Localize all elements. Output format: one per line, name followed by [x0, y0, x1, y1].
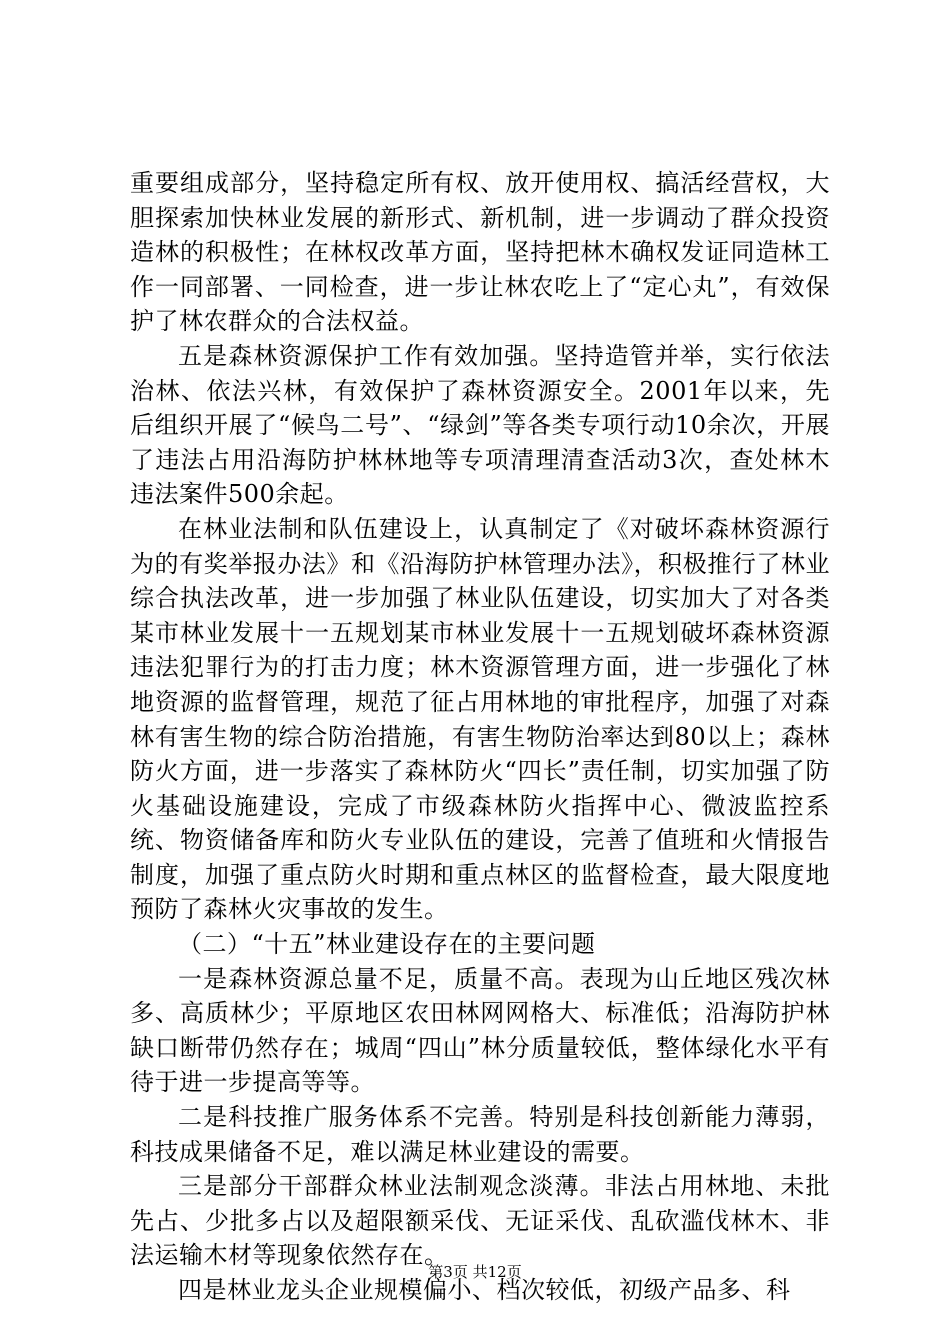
paragraph-problem-three: 三是部分干部群众林业法制观念淡薄。非法占用林地、未批先占、少批多占以及超限额采伐、无证采伐、乱砍滥伐林木、非法运输木材等现象依然存在。 — [130, 1172, 830, 1270]
paragraph-problem-two: 二是科技推广服务体系不完善。特别是科技创新能力薄弱，科技成果储备不足，难以满足林业建设的需要。 — [130, 1103, 830, 1166]
page-number-footer: 第3页 共12页 — [428, 1263, 522, 1281]
paragraph-legal-system: 在林业法制和队伍建设上，认真制定了《对破坏森林资源行为的有奖举报办法》和《沿海防护林管理办法》，积极推行了林业综合执法改革，进一步加强了林业队伍建设，切实加大了对各类某市林业发展十一五规划某市林业发展十一五规划破坏森林资源违法犯罪行为的打击力度；林木资源管理方面，进一步强化了林地资源的监督管理，规范了征占用林地的审批程序，加强了对森林有害生物的综合防治措施，有害生物防治率达到80以上；森林防火方面，进一步落实了森林防火“四长”责任制，切实加强了防火基础设施建设，完成了市级森林防火指挥中心、微波监控系统、物资储备库和防火专业队伍的建设，完善了值班和火情报告制度，加强了重点防火时期和重点林区的监督检查，最大限度地预防了森林火灾事故的发生。 — [130, 514, 830, 924]
paragraph-problem-four: 四是林业龙头企业规模偏小、档次较低，初级产品多、科 — [178, 1276, 791, 1304]
section-heading-problems: （二）“十五”林业建设存在的主要问题 — [178, 930, 596, 959]
paragraph-problem-one: 一是森林资源总量不足，质量不高。表现为山丘地区残次林多、高质林少；平原地区农田林网网格大、标准低；沿海防护林缺口断带仍然存在；城周“四山”林分质量较低，整体绿化水平有待于进一步提高等等。 — [130, 964, 830, 1097]
document-body — [130, 166, 830, 1308]
paragraph-forest-protection: 五是森林资源保护工作有效加强。坚持造管并举，实行依法治林、依法兴林，有效保护了森林资源安全。2001年以来，先后组织开展了“候鸟二号”、“绿剑”等各类专项行动10余次，开展了违法占用沿海防护林林地等专项清理清查活动3次，查处林木违法案件500余起。 — [130, 341, 830, 509]
paragraph-continuation: 重要组成部分，坚持稳定所有权、放开使用权、搞活经营权，大胆探索加快林业发展的新形式、新机制，进一步调动了群众投资造林的积极性；在林权改革方面，坚持把林木确权发证同造林工作一同部署、一同检查，进一步让林农吃上了“定心丸”，有效保护了林农群众的合法权益。 — [130, 169, 830, 336]
